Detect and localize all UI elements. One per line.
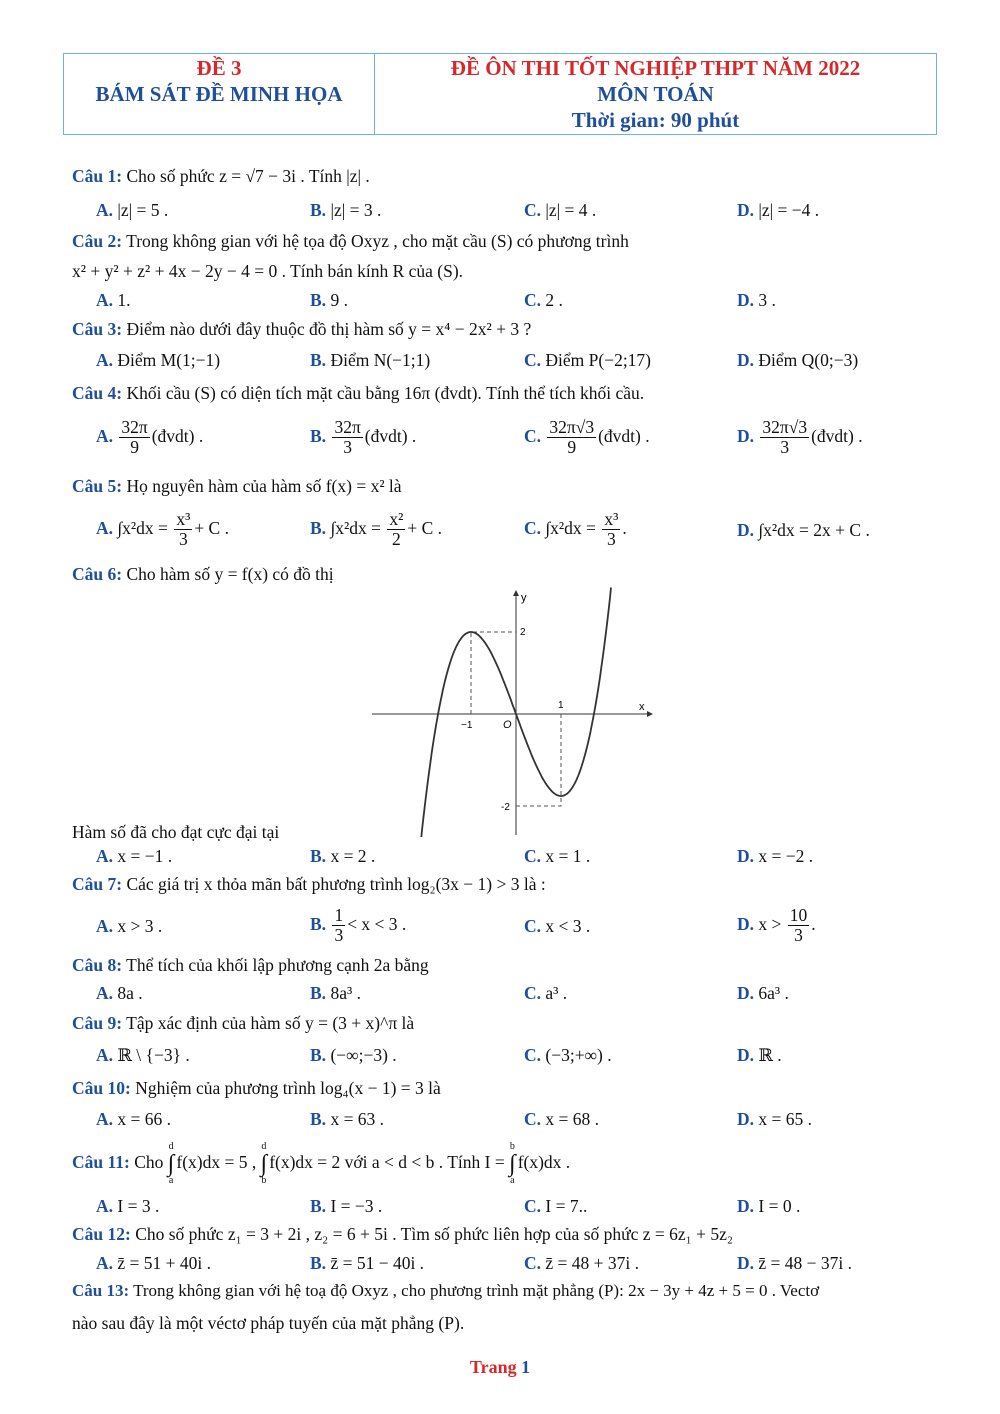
question-3: Câu 3: Điểm nào dưới đây thuộc đồ thị hàm số y = x⁴ − 2x² + 3 ? — [72, 319, 532, 339]
y-label: y — [521, 592, 527, 604]
question-text: Cho số phức z = √7 − 3i . Tính |z| . — [126, 166, 370, 186]
function-graph — [367, 587, 667, 837]
question-label: Câu 1: — [72, 166, 123, 186]
question-8: Câu 8: Thể tích của khối lập phương cạnh 2a bằng — [72, 955, 429, 975]
footer-word: Trang — [469, 1357, 517, 1377]
footer-page-number: 1 — [521, 1357, 531, 1377]
exam-subtitle: BÁM SÁT ĐỀ MINH HỌA — [95, 82, 343, 106]
question-13: Câu 13: Trong không gian với hệ toạ độ Oxyz , cho phương trình mặt phẳng (P): 2x − 3y + 4z + 5 = 0 . Vectơ — [72, 1281, 820, 1300]
header-right — [375, 54, 936, 134]
question-7: Câu 7: Các giá trị x thỏa mãn bất phương trình log₂(3x − 1) > 3 là : — [72, 874, 546, 894]
header-box — [63, 53, 937, 135]
question-1 — [72, 166, 370, 187]
question-11: Câu 11: Cho d ∫ af(x)dx = 5 , d ∫ bf(x)dx = 2 với a < d < b . Tính I = b ∫ af(x)dx . — [72, 1141, 571, 1186]
question-13-line2: nào sau đây là một véctơ pháp tuyến của mặt phẳng (P). — [72, 1313, 465, 1333]
x-label: x — [639, 701, 645, 713]
tick-neg1: −1 — [461, 720, 473, 731]
q2-option-c: 2 . — [545, 290, 563, 310]
q1-option-b: |z| = 3 . — [330, 200, 382, 220]
tick-1: 1 — [558, 700, 564, 711]
question-12: Câu 12: Cho số phức z₁ = 3 + 2i , z₂ = 6 + 5i . Tìm số phức liên hợp của số phức z = 6z₁ + 5z₂ — [72, 1224, 733, 1244]
q6-option-b: x = 2 . — [330, 846, 376, 866]
q3-option-b: Điểm N(−1;1) — [330, 350, 431, 370]
duration: Thời gian: 90 phút — [571, 108, 740, 132]
q2-option-a: 1. — [117, 290, 131, 310]
q1-option-c: |z| = 4 . — [545, 200, 597, 220]
page-footer — [0, 1357, 1000, 1378]
question-4: Câu 4: Khối cầu (S) có diện tích mặt cầu bằng 16π (đvdt). Tính thể tích khối cầu. — [72, 383, 645, 403]
q3-option-c: Điểm P(−2;17) — [545, 350, 652, 370]
max-guide — [471, 632, 516, 714]
q3-option-d: Điểm Q(0;−3) — [758, 350, 859, 370]
question-2-line2: x² + y² + z² + 4x − 2y − 4 = 0 . Tính bán kính R của (S). — [72, 261, 464, 281]
tick-neg2: -2 — [501, 802, 510, 813]
q6-option-c: x = 1 . — [545, 846, 591, 866]
question-6-line2: Hàm số đã cho đạt cực đại tại — [72, 822, 280, 842]
origin-label: O — [503, 719, 512, 731]
question-10: Câu 10: Nghiệm của phương trình log₄(x − 1) = 3 là — [72, 1078, 441, 1098]
q1-option-a: |z| = 5 . — [117, 200, 169, 220]
question-9: Câu 9: Tập xác định của hàm số y = (3 + x)^π là — [72, 1013, 415, 1033]
tick-2: 2 — [520, 627, 526, 638]
question-2: Câu 2: Trong không gian với hệ tọa độ Oxyz , cho mặt cầu (S) có phương trình — [72, 231, 629, 251]
min-guide — [516, 714, 561, 806]
header-left — [64, 54, 375, 134]
question-6: Câu 6: Cho hàm số y = f(x) có đồ thị — [72, 564, 334, 584]
question-5: Câu 5: Họ nguyên hàm của hàm số f(x) = x² là — [72, 476, 402, 496]
q2-option-b: 9 . — [330, 290, 348, 310]
subject: MÔN TOÁN — [597, 82, 714, 106]
exam-number: ĐỀ 3 — [196, 56, 242, 80]
exam-title: ĐỀ ÔN THI TỐT NGHIỆP THPT NĂM 2022 — [450, 56, 861, 80]
q6-option-d: x = −2 . — [758, 846, 814, 866]
q1-option-d: |z| = −4 . — [758, 200, 820, 220]
q2-option-d: 3 . — [758, 290, 776, 310]
q3-option-a: Điểm M(1;−1) — [117, 350, 221, 370]
q6-option-a: x = −1 . — [117, 846, 173, 866]
